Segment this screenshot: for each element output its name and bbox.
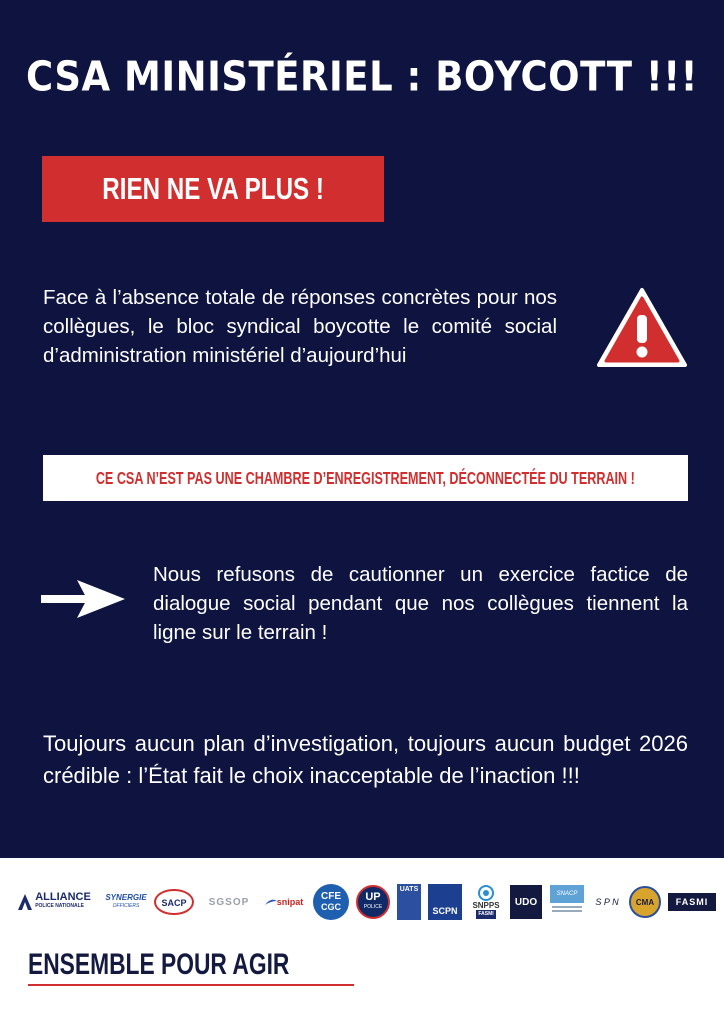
- arrow-right-icon: [41, 580, 125, 618]
- synergie-officiers-logo: SYNERGIE OFFICIERS: [105, 893, 147, 909]
- udo-logo: UDO: [510, 885, 542, 919]
- red-banner-text: RIEN NE VA PLUS !: [102, 171, 324, 206]
- scpn-logo: SCPN: [428, 884, 462, 920]
- paragraph-boycott: Face à l’absence totale de réponses concrètes pour nos collègues, le bloc syndical boycotte le comité social d’administration ministériel d’aujourd’hui: [43, 286, 557, 367]
- spn-logo: S P N: [595, 897, 619, 907]
- snipat-logo: snipat: [262, 897, 306, 907]
- red-banner: [42, 156, 384, 222]
- alliance-logo: ALLIANCE POLICE NATIONALE: [8, 893, 100, 911]
- fasmi-logo: FASMI: [668, 893, 716, 911]
- white-banner-text: CE CSA N’EST PAS UNE CHAMBRE D’ENREGISTREMENT, DÉCONNECTÉE DU TERRAIN !: [95, 467, 636, 488]
- union-logos-row: [0, 878, 724, 926]
- paragraph-budget: Toujours aucun plan d’investigation, toujours aucun budget 2026 crédible : l’État fait le choix inacceptable de l’inaction !!!: [43, 731, 688, 788]
- footer-slogan: ENSEMBLE POUR AGIR: [28, 948, 290, 981]
- poster-title: CSA MINISTÉRIEL : BOYCOTT !!!: [26, 52, 698, 101]
- paragraph-refusal: Nous refusons de cautionner un exercice factice de dialogue social pendant que nos collègues tiennent la ligne sur le terrain !: [153, 563, 688, 644]
- white-banner: [43, 455, 688, 501]
- cfe-cgc-logo: CFE CGC: [313, 884, 349, 920]
- warning-icon: [596, 287, 688, 369]
- sacp-logo: SACP: [152, 889, 196, 915]
- up-police-logo: UP POLICE: [356, 885, 390, 919]
- cma-logo: CMA: [629, 886, 661, 918]
- sgsop-logo: SGSOP: [208, 896, 250, 908]
- snpps-fasmi-logo: SNPPS FASMI: [469, 885, 503, 919]
- footer-underline: [28, 984, 354, 986]
- uats-logo: UATS: [397, 884, 421, 920]
- snacp-logo: SNACP: [549, 885, 585, 919]
